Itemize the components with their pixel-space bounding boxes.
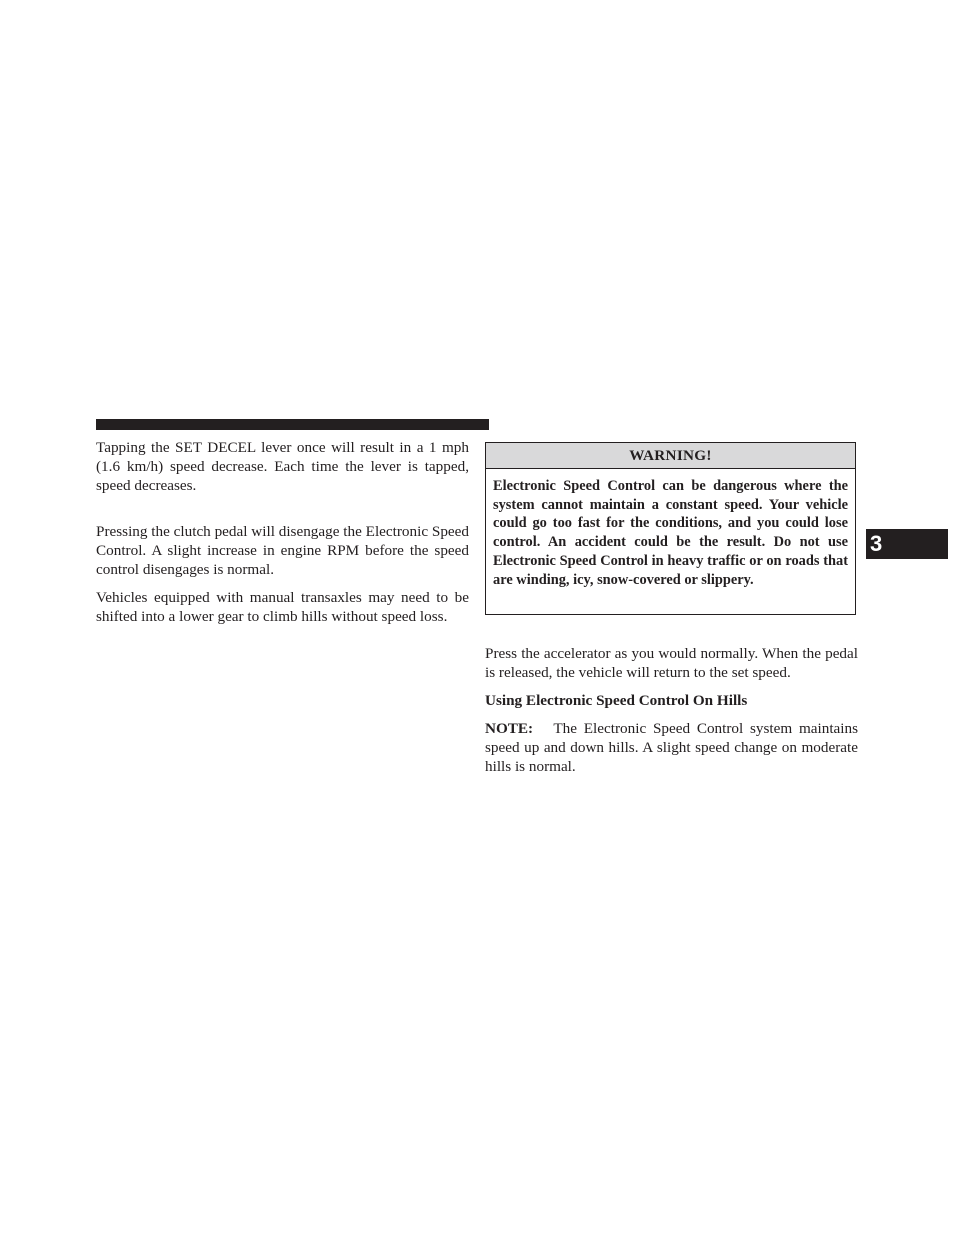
note-label: NOTE: bbox=[485, 720, 534, 737]
warning-title: WARNING! bbox=[486, 443, 855, 469]
subheading-hills: Using Electronic Speed Control On Hills bbox=[485, 692, 748, 709]
chapter-number: 3 bbox=[870, 531, 883, 556]
note-text: The Electronic Speed Control system maintains speed up and down hills. A slight speed change on moderate hills is normal. bbox=[485, 720, 859, 775]
section-rule bbox=[96, 419, 489, 430]
left-column bbox=[96, 438, 469, 495]
right-column-note bbox=[485, 719, 858, 776]
warning-text: Electronic Speed Control can be dangerous where the system cannot maintain a constant speed. Your vehicle could go too fast for the conditions, and you could lose control. An accident could be the result. Do not use Electronic Speed Control in heavy traffic or on roads that are winding, icy, snow-covered or slippery. bbox=[493, 478, 848, 588]
paragraph-set-decel: Tapping the SET DECEL lever once will result in a 1 mph (1.6 km/h) speed decrease. Each time the lever is tapped, speed decreases. bbox=[96, 439, 469, 494]
left-column-clutch bbox=[96, 522, 469, 579]
paragraph-manual-transaxle: Vehicles equipped with manual transaxles may need to be shifted into a lower gear to climb hills without speed loss. bbox=[96, 589, 469, 625]
note-paragraph bbox=[485, 719, 858, 776]
warning-box bbox=[485, 442, 856, 615]
right-column-accelerator bbox=[485, 644, 858, 682]
left-column-manual bbox=[96, 588, 469, 626]
right-column-subheading bbox=[485, 691, 858, 710]
chapter-tab bbox=[866, 529, 948, 559]
paragraph-accelerator: Press the accelerator as you would normally. When the pedal is released, the vehicle will return to the set speed. bbox=[485, 645, 858, 681]
paragraph-clutch: Pressing the clutch pedal will disengage the Electronic Speed Control. A slight increase in engine RPM before the speed control disengages is normal. bbox=[96, 523, 469, 578]
